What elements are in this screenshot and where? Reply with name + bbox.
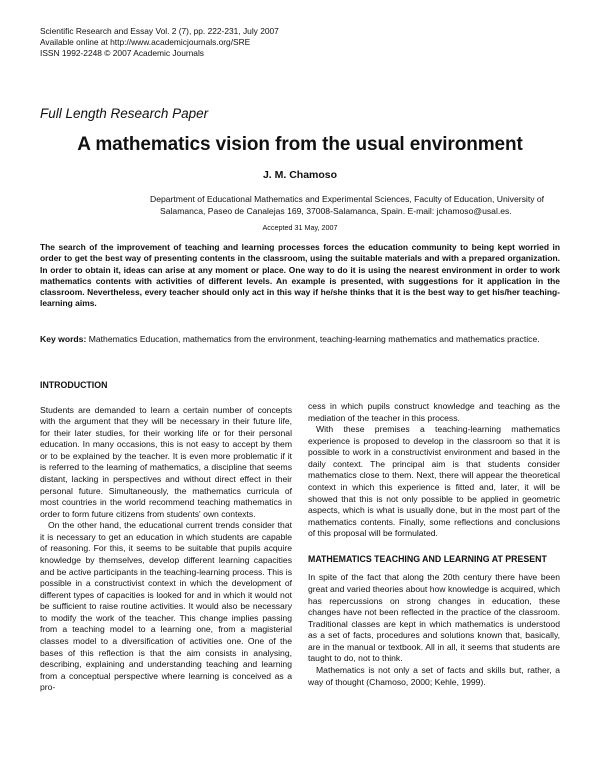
intro-paragraph-2-continued: cess in which pupils construct knowledge and teaching as the mediation of the teacher in this process. bbox=[308, 401, 560, 423]
keywords bbox=[40, 334, 560, 346]
intro-paragraph-2: On the other hand, the educational current trends consider that it is necessary to get an education in which students are capable of reasoning. For this, it seems to be suitable that pupils acquire knowledge by themselves, develop different learning capacities and be active participants in the teaching-learning process. This is possible in a constructivist context in which the development of different types of capacities is looked for and in which it would not be sufficient to raise routine activities. It would also be necessary to modify the work of the teacher. This change implies passing from a teaching model to a learning one, from a magisterial classes model to a diversification of activities one. One of the bases of this reflection is that the aim consists in analysing, describing, explaining and understanding teaching and learning from a conceptual perspective where learning is conceived as a pro- bbox=[40, 520, 292, 693]
author-affiliation: Department of Educational Mathematics and Experimental Sciences, Faculty of Education, University of Salamanca, Paseo de Canalejas 169, 37008-Salamanca, Spain. E-mail: jchamoso@usal.es. bbox=[150, 194, 545, 216]
paper-title: A mathematics vision from the usual environment bbox=[77, 134, 523, 155]
keywords-text: Mathematics Education, mathematics from the environment, teaching-learning mathematics and mathematics practice. bbox=[86, 334, 540, 344]
section2-paragraph-1: In spite of the fact that along the 20th century there have been great and varied theories about how knowledge is acquired, which has repercussions on strong changes in education, these changes have not been reflected in the practice of the classroom. Traditional classes are kept in which mathematics is understood as a set of facts, procedures and solutions known that, basically, are in the manual or textbook. All in all, it seems that students are taught to do, not to think. bbox=[308, 572, 560, 664]
intro-paragraph-3: With these premises a teaching-learning mathematics experience is proposed to develop in the classroom so that it is possible to work in a constructivist environment and based in the daily context. The principal aim is that students consider mathematics close to them. Next, there will appear the theoretical context in which this experience is fitted and, later, it will be showed that this is not only possible to be applied in geometric aspects, which is what is usually done, but in the most part of the mathematics contents. Finally, some reflections and conclusions of this proposal will be formulated. bbox=[308, 424, 560, 539]
journal-issn: ISSN 1992-2248 © 2007 Academic Journals bbox=[40, 48, 204, 58]
accepted-date: Accepted 31 May, 2007 bbox=[262, 223, 338, 232]
left-column bbox=[40, 380, 292, 694]
intro-paragraph-1: Students are demanded to learn a certain number of concepts with the argument that they will be necessary in their future life, for their later studies, for their working life or for their personal education. In many occasions, this is not easy to accept by them or to be explained by the teacher. It is even more problematic if it is referred to the learning of mathematics, a discipline that seems distant, lacking in perspectives and without direct effect in their personal future. Simultaneously, the mathematics curricula of most countries in the world recommend teaching mathematics in order to form future citizens from students' own contexts. bbox=[40, 404, 292, 519]
journal-citation: Scientific Research and Essay Vol. 2 (7), pp. 222-231, July 2007 bbox=[40, 26, 279, 36]
keywords-label: Key words: bbox=[40, 334, 87, 344]
abstract: The search of the improvement of teaching and learning processes forces the education community to being kept worried in order to get the best way of presenting contents in the classroom, using the suitable materials and with a prepared organization. In order to obtain it, ideas can arise at any moment or place. One way to do it is using the nearest environment in order to work mathematics contents with activities of different levels. An example is presented, with suggestions for it application in the classroom. Nevertheless, every teacher should only act in this way if he/she thinks that it is the best way to get his/her teaching-learning aims. bbox=[40, 242, 560, 309]
section2-heading: MATHEMATICS TEACHING AND LEARNING AT PRESENT bbox=[308, 553, 547, 564]
journal-url[interactable]: Available online at http://www.academicjournals.org/SRE bbox=[40, 37, 251, 47]
paper-type: Full Length Research Paper bbox=[40, 106, 209, 121]
right-column bbox=[308, 401, 560, 688]
section2-paragraph-2: Mathematics is not only a set of facts and skills but, rather, a way of thought (Chamoso, 2000; Kehle, 1999). bbox=[308, 665, 560, 687]
intro-heading: INTRODUCTION bbox=[40, 380, 108, 390]
journal-header bbox=[40, 26, 279, 59]
paper-author: J. M. Chamoso bbox=[262, 169, 338, 181]
